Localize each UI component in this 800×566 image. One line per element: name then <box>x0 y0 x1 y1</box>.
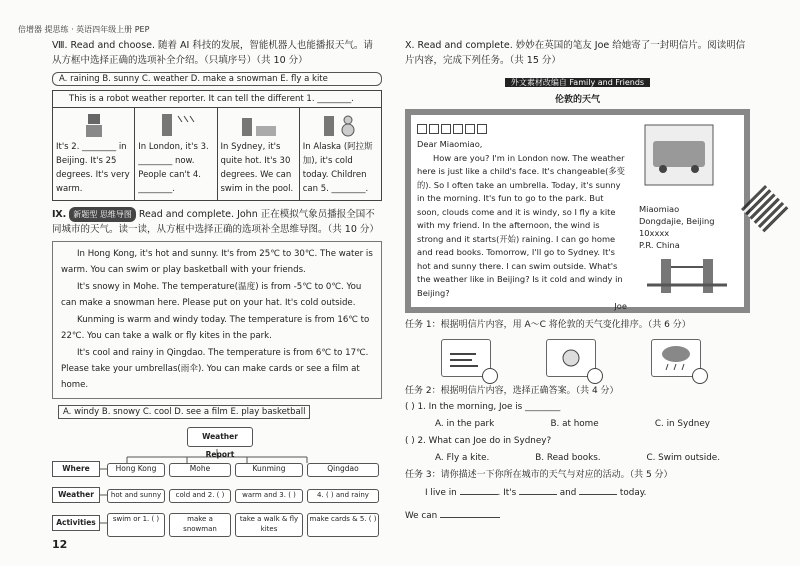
answer-circle[interactable] <box>692 368 708 384</box>
task3-line-1: I live in . It's and today. <box>425 488 647 498</box>
q8-table <box>52 90 382 201</box>
option[interactable]: A. in the park <box>435 419 495 429</box>
address-line: Dongdajie, Beijing <box>639 216 715 226</box>
task2-questions <box>405 399 750 467</box>
answer-circle[interactable] <box>587 368 603 384</box>
map-city: Qingdao <box>307 463 379 477</box>
letter-body: How are you? I'm in London now. The weather here is just like a child's face. It's changeable(多变的). So I often take an umbrella. Today, it's sunny in the morning. It's fun to go to the park. But soon, clouds come and it is windy, so I fly a kite with my friend. In the afternoon, the wind is strong and it starts(开始) raining. I can go home and read books. Tomorrow, I'll go to Sydney. It's hot and sunny there. I can swim outside. What's the weather like in Beijing? Is it cold and windy in Beijing? <box>417 152 625 298</box>
letter <box>417 138 627 314</box>
address-line: 10xxxx <box>639 228 670 238</box>
q9-title <box>52 207 382 237</box>
q8-title: Ⅷ. Read and choose. 随着 AI 科技的发展，智能机器人也能播报天气。请从方框中选择正确的选项补全介绍。（只填序号）（共 10 分） <box>52 40 373 66</box>
passage-paragraph: In Hong Kong, it's hot and sunny. It's from 25℃ to 30℃. The water is warm. You can swim or play basketball with your friends. <box>61 249 373 275</box>
tower-bridge-icon <box>647 255 727 299</box>
page-number: 12 <box>52 538 68 551</box>
q8-cell-text: In Alaska (阿拉斯加), it's cold today. Children can 5. ________. <box>302 142 373 194</box>
map-activity: take a walk & fly kites <box>235 513 303 537</box>
q9-passage <box>52 241 382 399</box>
q9-title-text: Read and complete. John 正在模拟气象员播报全国不同城市的天气。读一读，从方框中选择正确的选项补全思维导图。（共 10 分） <box>52 209 379 235</box>
q8-cell <box>135 108 217 200</box>
question-1-options <box>405 416 750 433</box>
line-text: today. <box>619 488 647 498</box>
pool-icon <box>221 110 296 138</box>
q8-cell-text: In London, it's 3. ________ now. People can't 4. ________. <box>138 142 209 194</box>
q9-options: A. windy B. snowy C. cool D. see a film E. play basketball <box>58 405 310 419</box>
map-weather: cold and 2. ( ) <box>169 489 231 503</box>
letter-signature: Joe <box>614 301 627 311</box>
map-label: Where <box>52 461 100 477</box>
map-activity: swim or 1. ( ) <box>107 513 165 537</box>
passage-paragraph: It's snowy in Mohe. The temperature(温度) is from -5℃ to 0℃. You can make a snowman here. Please put on your hat. It's cold outside. <box>61 282 362 308</box>
map-city: Kunming <box>235 463 303 477</box>
question-2: ( ) 2. What can Joe do in Sydney? <box>405 436 552 446</box>
map-city: Mohe <box>169 463 231 477</box>
robot-icon <box>56 110 131 138</box>
option[interactable]: C. in Sydney <box>654 419 710 429</box>
q8-cell-text: In Sydney, it's quite hot. It's 30 degrees. We can swim in the pool. <box>220 142 294 194</box>
line-text: It's <box>503 488 517 498</box>
map-label: Weather <box>52 487 100 503</box>
weather-icons <box>441 339 750 377</box>
rain-cloud-icon <box>651 339 701 377</box>
blank-field[interactable] <box>519 494 557 495</box>
task2: 任务 2：根据明信片内容，选择正确答案。（共 4 分） <box>405 386 619 396</box>
line-text: We can <box>405 511 438 521</box>
rain-icon <box>138 110 213 138</box>
new-type-tag: 新题型 思维导图 <box>69 207 136 222</box>
passage-paragraph: Kunming is warm and windy today. The temperature is from 16℃ to 22℃. You can take a walk or fly kites in the park. <box>61 315 370 341</box>
q8-cell <box>300 108 381 200</box>
address-line: P.R. China <box>639 240 680 250</box>
q8-cell-text: It's 2. ________ in Beijing. It's 25 degrees. It's very warm. <box>56 142 130 194</box>
address <box>639 203 715 251</box>
card-title: 伦敦的天气 <box>554 95 600 105</box>
postcard <box>405 109 750 313</box>
bus-icon <box>643 123 715 191</box>
map-weather: hot and sunny <box>107 489 165 503</box>
sun-icon <box>546 339 596 377</box>
map-city: Hong Kong <box>107 463 165 477</box>
line-text: I live in <box>425 488 457 498</box>
q8-cell <box>53 108 135 200</box>
page-header: 倍增器 提思练 · 英语四年级上册 PEP <box>18 25 150 34</box>
map-activity: make a snowman <box>169 513 231 537</box>
q10-title: Ⅹ. Read and complete. 妙妙在英国的笔友 Joe 给她寄了一封明信片。阅读明信片内容，完成下列任务。（共 15 分） <box>405 40 746 66</box>
q9-number: Ⅸ. <box>52 209 67 220</box>
right-column <box>405 38 750 525</box>
blank-field[interactable] <box>440 517 500 518</box>
answer-circle[interactable] <box>482 368 498 384</box>
map-weather: warm and 3. ( ) <box>235 489 303 503</box>
blank-field[interactable] <box>460 494 498 495</box>
option[interactable]: B. at home <box>550 419 599 429</box>
q8-intro: This is a robot weather reporter. It can tell the different 1. ________. <box>53 91 381 108</box>
option[interactable]: B. Read books. <box>535 453 601 463</box>
task3-line-2 <box>405 508 750 525</box>
option[interactable]: A. Fly a kite. <box>435 453 490 463</box>
left-column <box>52 38 382 553</box>
source-label: 外文素材改编自 Family and Friends <box>505 78 650 87</box>
address-line: Miaomiao <box>639 204 680 214</box>
wind-icon <box>441 339 491 377</box>
q8-options: A. raining B. sunny C. weather D. make a snowman E. fly a kite <box>52 72 382 86</box>
map-root: Weather Report <box>187 427 253 447</box>
task1: 任务 1：根据明信片内容，用 A～C 将伦敦的天气变化排序。（共 6 分） <box>405 320 691 330</box>
map-label: Activities <box>52 515 100 531</box>
snow-icon <box>303 110 378 138</box>
passage-paragraph: It's cool and rainy in Qingdao. The temperature is from 6℃ to 17℃. Please take your umbrellas(雨伞). You can make cards or see a film at home. <box>61 348 369 390</box>
map-weather: 4. ( ) and rainy <box>307 489 379 503</box>
line-text: and <box>559 488 577 498</box>
option[interactable]: C. Swim outside. <box>646 453 720 463</box>
q8-cell <box>218 108 300 200</box>
question-2-options <box>405 450 750 467</box>
letter-greeting: Dear Miaomiao, <box>417 139 483 149</box>
mind-map <box>52 423 382 553</box>
blank-field[interactable] <box>579 494 617 495</box>
question-1: ( ) 1. In the morning, Joe is ________ <box>405 402 561 412</box>
task3: 任务 3：请你描述一下你所在城市的天气与对应的活动。（共 5 分） <box>405 470 673 480</box>
map-activity: make cards & 5. ( ) <box>307 513 379 537</box>
